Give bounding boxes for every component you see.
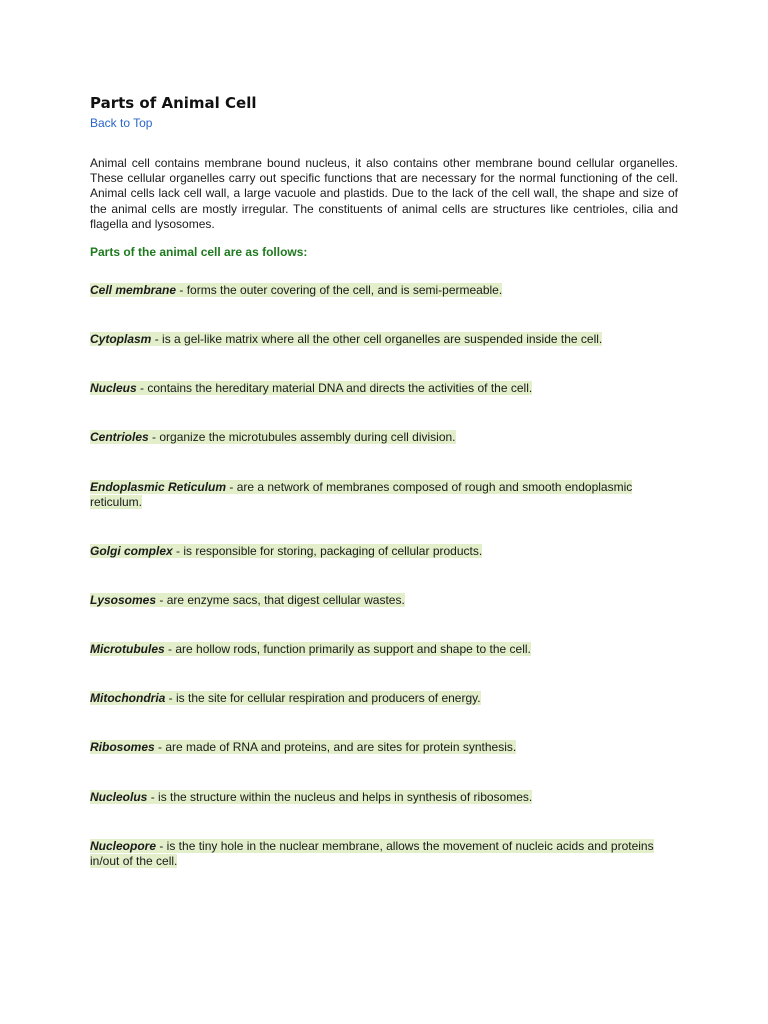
document-page [90,92,678,260]
part-description: - are a network of membranes composed of rough and smooth endoplasmic reticulum. [90,480,633,509]
part-term: Lysosomes [90,593,157,607]
part-item-lysosomes [90,593,405,608]
part-term: Mitochondria [90,691,166,705]
part-item-nucleus [90,381,532,396]
part-term: Endoplasmic Reticulum [90,480,227,494]
part-description: - are hollow rods, function primarily as support and shape to the cell. [164,642,531,656]
part-term: Microtubules [90,642,165,656]
part-item-nucleolus [90,790,532,805]
page-title: Parts of Animal Cell [90,94,257,112]
back-to-top-link[interactable]: Back to Top [90,116,153,130]
part-item-endoplasmic-reticulum [90,480,678,509]
part-description: - is responsible for storing, packaging of cellular products. [172,544,483,558]
part-term: Nucleolus [90,790,148,804]
part-item-ribosomes [90,740,516,755]
part-description: - contains the hereditary material DNA and directs the activities of the cell. [136,381,533,395]
part-description: - are made of RNA and proteins, and are sites for protein synthesis. [154,740,517,754]
part-term: Cytoplasm [90,332,152,346]
part-item-cell-membrane [90,283,502,298]
part-item-cytoplasm [90,332,602,347]
part-description: - is a gel-like matrix where all the other cell organelles are suspended inside the cell. [151,332,603,346]
part-item-nucleopore [90,839,678,868]
part-item-microtubules [90,642,531,657]
part-description: - is the structure within the nucleus and helps in synthesis of ribosomes. [147,790,533,804]
part-description: - organize the microtubules assembly during cell division. [148,430,456,444]
intro-paragraph: Animal cell contains membrane bound nucleus, it also contains other membrane bound cellular organelles. These cellular organelles carry out specific functions that are necessary for the normal functioning of the cell. Animal cells lack cell wall, a large vacuole and plastids. Due to the lack of the cell wall, the shape and size of the animal cells are mostly irregular. The constituents of animal cells are structures like centrioles, cilia and flagella and lysosomes. [90,156,678,231]
part-description: - is the tiny hole in the nuclear membrane, allows the movement of nucleic acids and proteins in/out of the cell. [90,839,654,868]
part-term: Golgi complex [90,544,173,558]
part-term: Centrioles [90,430,149,444]
part-term: Nucleus [90,381,137,395]
part-term: Cell membrane [90,283,177,297]
part-term: Nucleopore [90,839,157,853]
part-item-centrioles [90,430,456,445]
part-description: - forms the outer covering of the cell, and is semi-permeable. [176,283,503,297]
part-item-golgi-complex [90,544,482,559]
part-description: - are enzyme sacs, that digest cellular wastes. [156,593,405,607]
part-item-mitochondria [90,691,481,706]
part-description: - is the site for cellular respiration and producers of energy. [165,691,481,705]
parts-subheading: Parts of the animal cell are as follows: [90,245,308,260]
part-term: Ribosomes [90,740,155,754]
